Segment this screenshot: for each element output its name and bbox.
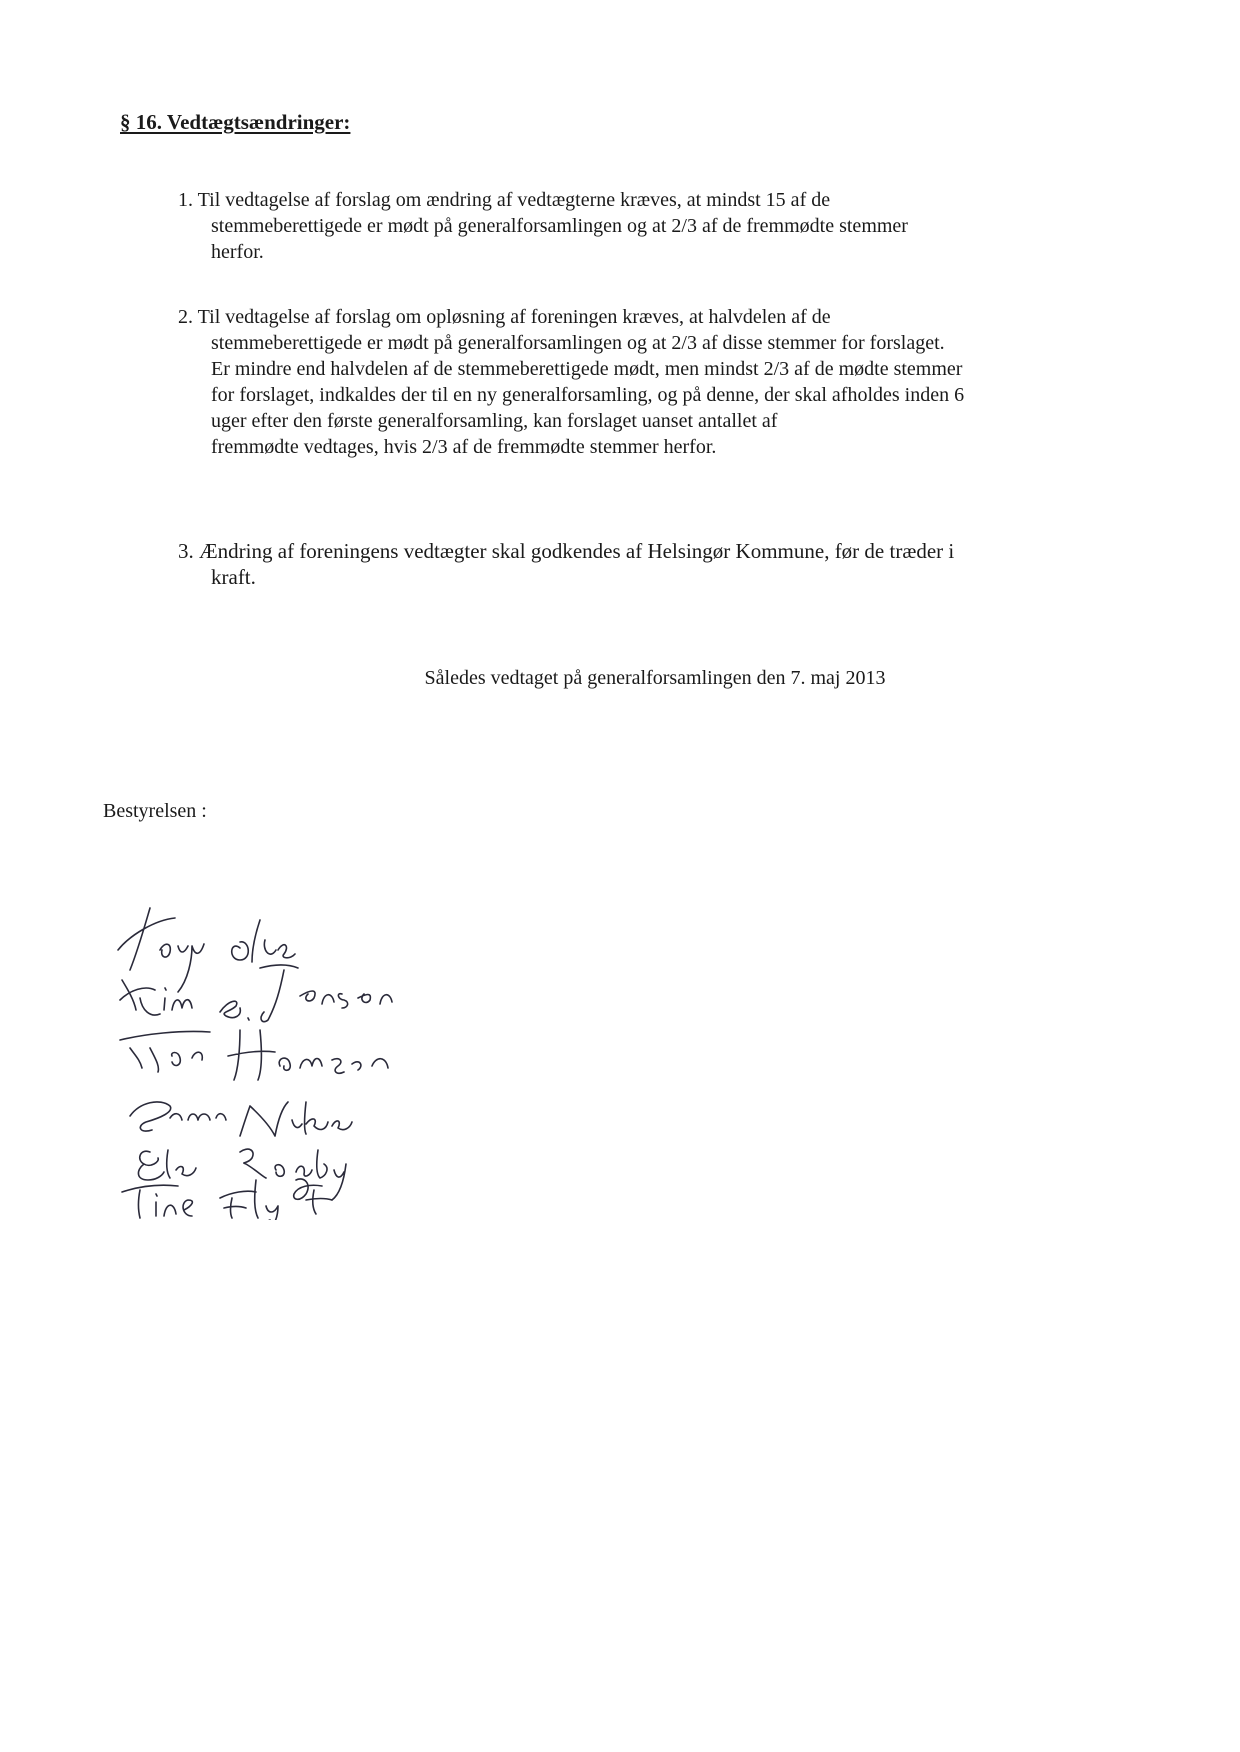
board-label: Bestyrelsen : [103,800,207,822]
signature-block [100,880,420,1220]
signature-3 [120,1030,388,1080]
adoption-statement: Således vedtaget på generalforsamlingen den 7. maj 2013 [424,667,886,689]
item-2-line-6: fremmødte vedtages, hvis 2/3 af de fremmødte stemmer herfor. [211,436,717,458]
item-2-line-3: Er mindre end halvdelen af de stemmeberettigede mødt, men mindst 2/3 af de mødte stemmer [211,358,963,380]
item-1-line-1: 1. Til vedtagelse af forslag om ændring af vedtægterne kræves, at mindst 15 af de [178,189,831,211]
signature-6 [122,1179,332,1220]
item-1-line-3: herfor. [211,241,264,263]
item-1-line-2: stemmeberettigede er mødt på generalforsamlingen og at 2/3 af de fremmødte stemmer [211,215,908,237]
item-3-line-1: 3. Ændring af foreningens vedtægter skal godkendes af Helsingør Kommune, før de træder i [178,539,955,563]
item-2-line-1: 2. Til vedtagelse af forslag om opløsning af foreningen kræves, at halvdelen af de [178,306,831,328]
signature-2 [120,965,392,1022]
paragraph-item-1 [178,187,1138,265]
handwritten-signatures [100,880,420,1220]
item-2-line-4: for forslaget, indkaldes der til en ny generalforsamling, og på denne, der skal afholdes inden 6 [211,384,965,406]
item-3-line-2: kraft. [211,565,256,589]
paragraph-item-2 [178,304,1138,460]
signature-4 [130,1102,352,1136]
signature-5 [138,1149,346,1200]
item-2-line-2: stemmeberettigede er mødt på generalforsamlingen og at 2/3 af disse stemmer for forslaget. [211,332,945,354]
section-heading: § 16. Vedtægtsændringer: [120,110,351,134]
paragraph-item-3 [178,538,1138,590]
item-2-line-5: uger efter den første generalforsamling, kan forslaget uanset antallet af [211,410,778,432]
signature-1 [118,908,295,992]
